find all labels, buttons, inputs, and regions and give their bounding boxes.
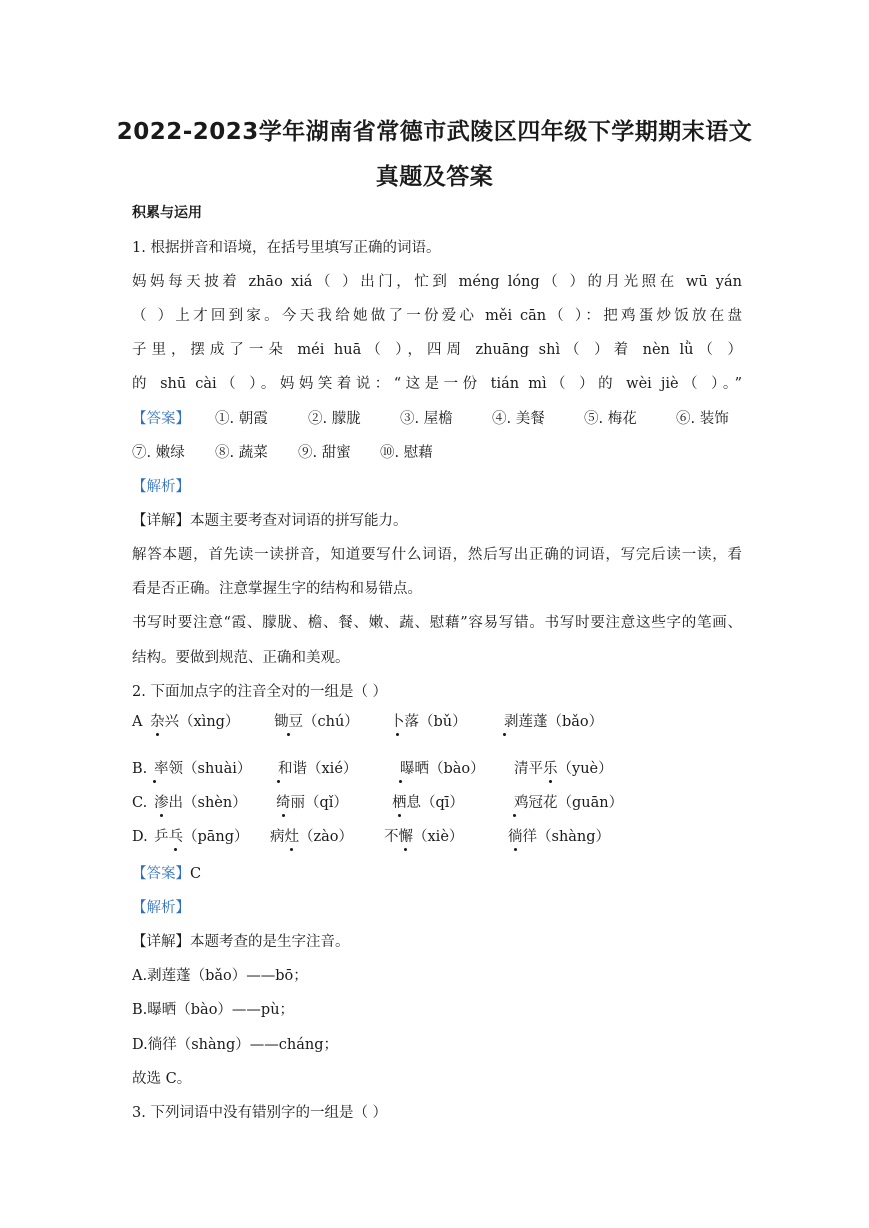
- q1-answer-item: ⑤. 梅花: [584, 411, 637, 427]
- option-word: 曝晒（bào）: [400, 761, 485, 777]
- q2-answer-label: 【答案】: [132, 866, 190, 882]
- q2-option-c: [132, 793, 742, 815]
- section-heading: 积累与运用: [132, 205, 202, 221]
- option-word: 乒乓（pāng）: [154, 829, 249, 845]
- q2-detail-line: 故选 C。: [132, 1071, 192, 1087]
- q1-passage-line: 妈妈每天披着 zhāo xiá（ ）出门，忙到 méng lóng（ ）的月光照在 wū yán: [132, 274, 742, 290]
- q1-answer-item: ⑧. 蔬菜: [215, 445, 268, 461]
- option-word: 渗出（shèn）: [154, 795, 247, 811]
- q2-option-d: [132, 827, 742, 849]
- q1-answer-label: 【答案】: [132, 411, 190, 427]
- q2-detail-line: D.徜徉（shàng）——cháng；: [132, 1037, 338, 1053]
- q2-detail-line: B.曝晒（bào）——pù；: [132, 1002, 295, 1018]
- q2-answer-value: C: [190, 866, 202, 882]
- q2-answer: [132, 864, 742, 884]
- option-label: D.: [132, 829, 148, 845]
- option-word: 绮丽（qǐ）: [276, 795, 348, 811]
- q2-option-a: [132, 712, 742, 734]
- option-word: 和谐（xié）: [278, 761, 358, 777]
- document-title-line-2: 真题及答案: [375, 164, 494, 190]
- q1-passage-line: 子里，摆成了一朵 méi huā（ ），四周 zhuāng shì（ ）着 nèn lǜ（ ）: [132, 342, 742, 358]
- q1-detail-line: 看是否正确。注意掌握生字的结构和易错点。: [132, 581, 422, 597]
- option-word: 清平乐（yuè）: [514, 761, 613, 777]
- option-word: 不懈（xiè）: [384, 829, 464, 845]
- option-label: B.: [132, 761, 148, 777]
- q1-prompt: 1. 根据拼音和语境，在括号里填写正确的词语。: [132, 240, 441, 256]
- option-word: 率领（shuài）: [154, 761, 252, 777]
- option-word: 鸡冠花（guān）: [514, 795, 624, 811]
- q2-detail-line: 【详解】本题考查的是生字注音。: [132, 934, 350, 950]
- option-word: 栖息（qī）: [392, 795, 464, 811]
- option-word: 杂兴（xìng）: [150, 714, 240, 730]
- q1-detail-line: 解答本题，首先读一读拼音，知道要写什么词语，然后写出正确的词语，写完后读一读，看: [132, 547, 742, 563]
- option-label: A: [132, 714, 143, 730]
- q2-analysis-label: 【解析】: [132, 900, 190, 916]
- q1-detail-line: 【详解】本题主要考查对词语的拼写能力。: [132, 513, 408, 529]
- q1-answer-item: ①. 朝霞: [215, 411, 268, 427]
- q1-passage-line: （ ）上才回到家。今天我给她做了一份爱心 měi cān（ ）：把鸡蛋炒饭放在盘: [132, 308, 742, 324]
- q1-answer-item: ⑩. 慰藉: [380, 445, 433, 461]
- q1-detail-line: 结构。要做到规范、正确和美观。: [132, 650, 350, 666]
- q1-analysis-label: 【解析】: [132, 479, 190, 495]
- q2-detail-line: A.剥莲蓬（bǎo）——bō；: [132, 968, 308, 984]
- option-word: 锄豆（chú）: [274, 714, 359, 730]
- option-word: 剥莲蓬（bǎo）: [504, 714, 604, 730]
- q1-answer-item: ⑨. 甜蜜: [298, 445, 351, 461]
- q1-answer-item: ⑦. 嫩绿: [132, 445, 185, 461]
- option-label: C.: [132, 795, 148, 811]
- option-word: 徜徉（shàng）: [508, 829, 611, 845]
- document-title-line-1: 2022-2023学年湖南省常德市武陵区四年级下学期期末语文: [116, 119, 753, 145]
- option-word: 卜落（bǔ）: [390, 714, 467, 730]
- q1-passage-line: 的 shū cài（ ）。妈妈笑着说：“这是一份 tián mì（ ）的 wèi jiè（ ）。”: [132, 376, 742, 392]
- q1-answer-item: ④. 美餐: [492, 411, 545, 427]
- q1-detail-line: 书写时要注意“霞、朦胧、檐、餐、嫩、蔬、慰藉”容易写错。书写时要注意这些字的笔画、: [132, 615, 742, 631]
- q2-option-b: [132, 759, 742, 781]
- q2-prompt: 2. 下面加点字的注音全对的一组是（ ）: [132, 684, 388, 700]
- q1-answer-item: ⑥. 装饰: [676, 411, 729, 427]
- q3-prompt: 3. 下列词语中没有错别字的一组是（ ）: [132, 1105, 388, 1121]
- option-word: 病灶（zào）: [270, 829, 354, 845]
- q1-answer-item: ③. 屋檐: [400, 411, 453, 427]
- q1-answer-item: ②. 朦胧: [308, 411, 361, 427]
